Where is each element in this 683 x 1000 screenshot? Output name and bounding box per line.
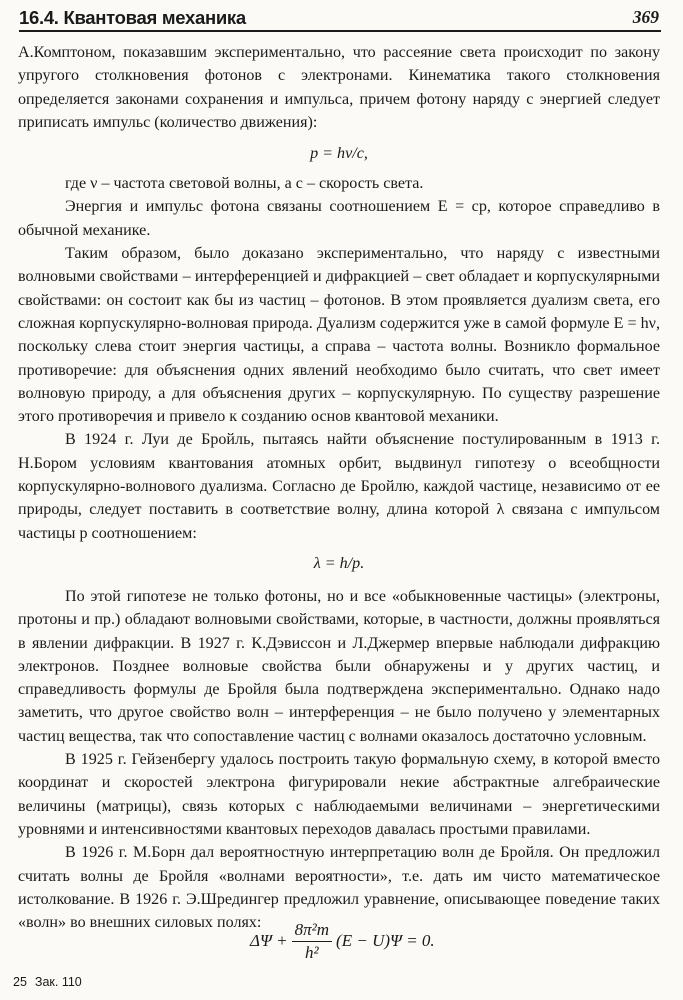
- footer-signature: 25: [13, 975, 27, 989]
- page-header: [19, 3, 661, 33]
- paragraph-where: где ν – частота световой волны, а c – скорость света.: [65, 175, 424, 193]
- body-text: [18, 41, 660, 934]
- equation-rhs: (E − U)Ψ = 0.: [336, 931, 435, 950]
- page-footer: [13, 975, 82, 989]
- paragraph-energy-momentum: Энергия и импульс фотона связаны соотношением E = cp, которое справедливо в обычной механике.: [18, 198, 660, 239]
- formula-de-broglie: λ = h/p.: [313, 554, 365, 572]
- section-title: 16.4. Квантовая механика: [19, 7, 246, 28]
- equation-denominator: h²: [305, 942, 319, 962]
- paragraph-dualism: Таким образом, было доказано экспериментально, что наряду с известными волновыми свойствами – интерференцией и дифракцией – свет обладает и корпускулярными свойствами: он состоит как бы из частиц – фотонов. В этом проявляется дуализм света, его сложная корпускулярно-волновая природа. Дуализм содержится уже в самой формуле E = hν, поскольку слева стоит энергия частицы, а справа – частота волны. Возникло формальное противоречие: для объяснения одних явлений необходимо было считать, что свет имеет волновую природу, а для объяснения других – корпускулярную. По существу разрешение этого противоречия и привело к созданию основ квантовой механики.: [18, 245, 660, 426]
- paragraph-born: В 1926 г. М.Борн дал вероятностную интерпретацию волн де Бройля. Он предложил считать волны де Бройля «волнами вероятности», т.е. дать им чисто математическое истолкование. В 1926 г. Э.Шредингер предложил уравнение, описывающее поведение таких «волн» во внешних силовых полях:: [18, 844, 660, 932]
- equation-lhs: ΔΨ +: [250, 931, 288, 950]
- footer-order: Зак. 110: [34, 975, 82, 989]
- paragraph-heisenberg: В 1925 г. Гейзенбергу удалось построить такую формальную схему, в которой вместо координат и скоростей электрона фигурировали некие абстрактные алгебраические величины (матрицы), связь которых с наблюдаемыми величинами – энергетическими уровнями и интенсивностями квантовых переходов давалась простыми правилами.: [18, 751, 660, 838]
- page-number: 369: [632, 7, 659, 27]
- paragraph-de-broglie: В 1924 г. Луи де Бройль, пытаясь найти объяснение постулированным в 1913 г. Н.Бором условиям квантования атомных орбит, выдвинул гипотезу о всеобщности корпускулярно-волнового дуализма. Согласно де Бройлю, каждой частице, независимо от ее природы, следует поставить в соответствие волну, длина которой λ связана с импульсом частицы p соотношением:: [18, 431, 660, 542]
- paragraph-compton: А.Комптоном, показавшим экспериментально, что рассеяние света происходит по закону упругого столкновения фотонов с электронами. Кинематика такого столкновения определяется законами сохранения и импульса, причем фотону наряду с энергией следует приписать импульс (количество движения):: [18, 44, 660, 131]
- paragraph-diffraction: По этой гипотезе не только фотоны, но и все «обыкновенные частицы» (электроны, протоны и пр.) обладают волновыми свойствами, которые, в частности, должны проявляться в явлении дифракции. В 1927 г. К.Дэвиссон и Л.Джермер впервые наблюдали дифракцию электронов. Позднее волновые свойства были обнаружены и у других частиц, и справедливость формулы де Бройля была подтверждена экспериментально. Однако надо заметить, что другое свойство волн – интерференция – не было получено у элементарных частиц вещества, так что сопоставление частиц с волнами оказалось достаточно условным.: [18, 587, 660, 745]
- equation-fraction: [292, 919, 332, 964]
- formula-photon-momentum: p = hν/c,: [310, 145, 368, 163]
- equation-numerator: 8π²m: [292, 919, 332, 942]
- header-rule: [19, 30, 661, 32]
- schrodinger-equation: [250, 916, 510, 966]
